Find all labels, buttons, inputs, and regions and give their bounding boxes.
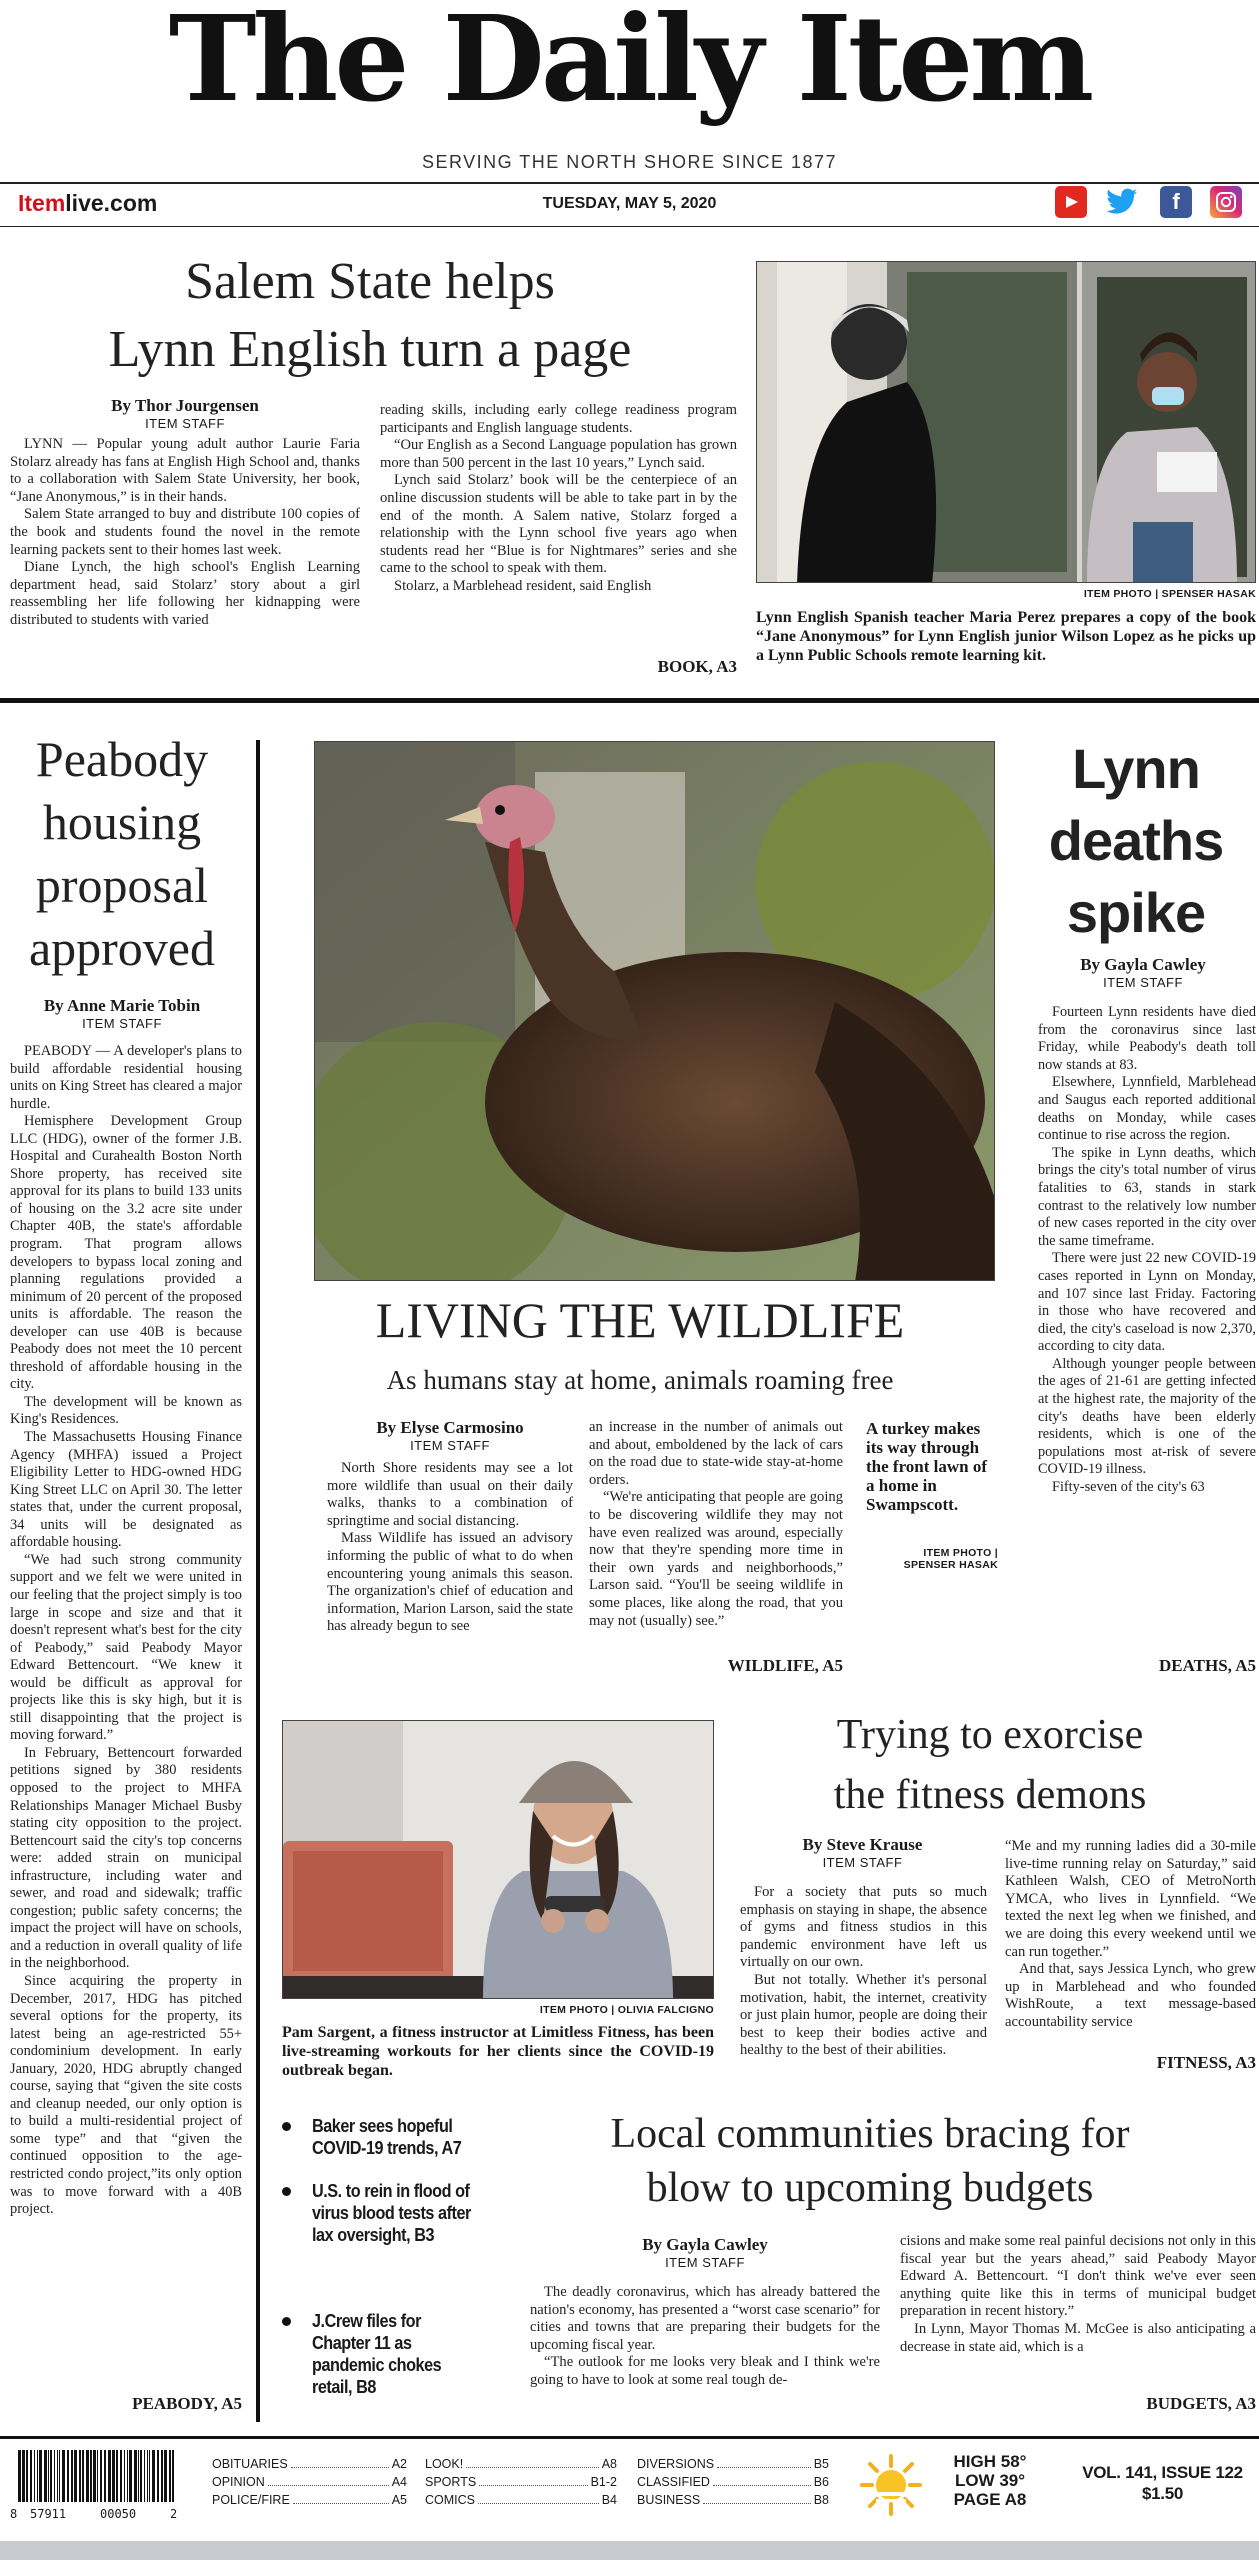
barcode-bar <box>22 2450 25 2502</box>
fitness-paragraph: For a society that puts so much emphasis on staying in shape, the absence of gyms and fitness studios in this pandemic environment have left us virtually on our own. <box>740 1884 987 1971</box>
barcode-bar <box>116 2450 118 2502</box>
issue-date: TUESDAY, MAY 5, 2020 <box>542 195 717 212</box>
wildlife-paragraph: North Shore residents may see a lot more wildlife than usual on their daily walks, thanks to a combination of springtime and social distancing. <box>327 1460 573 1529</box>
turkey-photo <box>314 741 995 1281</box>
index-page: A2 <box>391 2457 407 2471</box>
budgets-staff: ITEM STAFF <box>665 2255 745 2270</box>
price: $1.50 <box>1141 2484 1184 2503</box>
budgets-column-1 <box>530 2284 880 2390</box>
teasers-list <box>282 2115 482 2400</box>
wildlife-byline: By Elyse Carmosino <box>376 1418 524 1437</box>
teaser-item[interactable] <box>282 2180 482 2312</box>
salem-headline-line2: Lynn English turn a page <box>108 321 632 378</box>
barcode-bar <box>172 2450 174 2502</box>
weather-low: LOW 39° <box>954 2471 1026 2490</box>
fitness-paragraph: And that, says Jessica Lynch, who grew up in Marblehead and who founded WishRoute, a text message-based accountability service <box>1005 1961 1256 2030</box>
lynn-staff: ITEM STAFF <box>1103 975 1183 990</box>
volume-issue: VOL. 141, ISSUE 122 <box>1082 2463 1243 2482</box>
salem-headline <box>0 248 740 384</box>
barcode-bar <box>18 2450 21 2502</box>
barcode-digit: 00050 <box>100 2507 137 2521</box>
barcode-bar <box>86 2450 89 2502</box>
barcode-bar <box>144 2450 145 2502</box>
turkey-photo-credit <box>866 1547 998 1571</box>
weather-block <box>940 2452 1040 2509</box>
teaser-text: U.S. to rein in flood of virus blood tests after lax oversight, B3 <box>312 2181 471 2245</box>
weather-high: HIGH 58° <box>953 2452 1027 2471</box>
fitness-paragraph: “Me and my running ladies did a 30-mile live-time running relay on Saturday,” said Kathleen Walsh, CEO of MetroNorth YMCA, who lives in Lynnfield. “We texted the next leg when we finished, and we are doing this every weekend until we can run together.” <box>1005 1838 1256 1960</box>
peabody-paragraph: PEABODY — A developer's plans to build affordable residential housing units on King Street has cleared a major hurdle. <box>10 1043 242 1112</box>
masthead-tagline: SERVING THE NORTH SHORE SINCE 1877 <box>421 152 838 172</box>
barcode-bar <box>67 2450 69 2502</box>
turkey-caption: A turkey makes its way through the front lawn of a home in Swampscott. <box>866 1419 988 1514</box>
index-name: CLASSIFIED <box>637 2475 710 2489</box>
salem-column-1 <box>10 436 360 630</box>
weather-page: PAGE A8 <box>953 2490 1027 2509</box>
salem-photo <box>756 261 1256 583</box>
salem-paragraph: Salem State arranged to buy and distribute 100 copies of the book and students found the novel in the remote learning packets sent to their homes last week. <box>10 506 360 558</box>
index-entry[interactable] <box>425 2473 617 2491</box>
page-bottom-strip <box>0 2541 1259 2560</box>
fitness-photo <box>282 1720 714 1999</box>
teaser-item[interactable] <box>282 2310 482 2400</box>
salem-staff: ITEM STAFF <box>145 416 225 431</box>
salem-jump-link[interactable]: BOOK, A3 <box>657 657 737 676</box>
barcode-bar <box>169 2450 171 2502</box>
barcode-bar <box>50 2450 52 2502</box>
index-name: LOOK! <box>425 2457 464 2471</box>
wildlife-paragraph: an increase in the number of animals out and about, emboldened by the lack of cars on the road due to state-wide stay-at-home orders. <box>589 1419 843 1488</box>
index-entry[interactable] <box>637 2491 829 2509</box>
index-page: B8 <box>813 2493 829 2507</box>
peabody-byline-block <box>0 996 244 1031</box>
fitness-column-2 <box>1005 1838 1256 2032</box>
barcode-digit: 57911 <box>30 2507 67 2521</box>
budgets-byline-block <box>530 2235 880 2270</box>
peabody-paragraph: “We had such strong community support and we felt we were united in our feeling that the project simply is too large in scope and size and that it doesn't represent what's best for the city of Peabody,” said Peabody Mayor Edward Bettencourt. “We knew it would be difficult as approval for projects like this is sky high, but it is still disappointing that the project is moving forward.” <box>10 1551 242 1744</box>
barcode-bar <box>59 2450 60 2502</box>
salem-column-2 <box>380 402 737 596</box>
peabody-headline-line: housing <box>42 794 202 850</box>
turkey-photo-credit-line1: ITEM PHOTO | <box>923 1547 998 1559</box>
fitness-column-1 <box>740 1884 987 2060</box>
budgets-headline <box>520 2107 1220 2215</box>
barcode-bar <box>161 2450 163 2502</box>
budgets-byline: By Gayla Cawley <box>642 2235 768 2254</box>
fitness-byline: By Steve Krause <box>802 1835 923 1854</box>
wildlife-paragraph: “We're anticipating that people are going to be discovering wildlife they may not have even realized was around, especially now that they're spending more time in their own yards and neighborhoods,” Larson said. “You'll be seeing wildlife in some places, like along the road, that you may not (usually) see.” <box>589 1489 843 1629</box>
wildlife-byline-block <box>327 1418 573 1453</box>
facebook-icon[interactable]: f <box>1160 186 1192 218</box>
barcode-bar <box>157 2450 159 2502</box>
index-page: B6 <box>813 2475 829 2489</box>
peabody-headline-line: Peabody <box>35 731 209 787</box>
barcode-bar <box>152 2450 155 2502</box>
barcode-bar <box>44 2450 47 2502</box>
barcode-bar <box>134 2450 137 2502</box>
fitness-paragraph: But not totally. Whether it's personal motivation, habit, the internet, creativity or just plain humor, people are doing their best to keep their bodies active and healthy to the best of their abilities. <box>740 1971 987 2059</box>
index-column-1 <box>212 2455 407 2509</box>
wildlife-column-2 <box>589 1419 843 1630</box>
index-name: OPINION <box>212 2475 265 2489</box>
barcode-bar <box>74 2450 77 2502</box>
salem-paragraph: Diane Lynch, the high school's English Learning department head, said Stolarz’ story about a girl reassembling her life following her kidnapping were distributed to students with varied <box>10 559 360 628</box>
teaser-item[interactable] <box>282 2115 482 2170</box>
index-entry[interactable] <box>212 2473 407 2491</box>
barcode-digits <box>10 2507 180 2523</box>
barcode-bar <box>37 2450 38 2502</box>
peabody-headline-line: approved <box>28 920 216 976</box>
salem-paragraph: Lynch said Stolarz’ book will be the centerpiece of an online discussion students will be able to take part in by the end of the month. A Salem native, Stolarz forged a relationship with the Lynn school five years ago when students read her “Blue is for Nightmares” series and she came to the school to speak with them. <box>380 472 737 577</box>
masthead-rule-bottom <box>0 226 1259 227</box>
index-page: B1-2 <box>590 2475 617 2489</box>
barcode-digit: 2 <box>170 2507 178 2521</box>
lynn-paragraph: Although younger people between the ages of 21-61 are getting infected at the highest rate, the majority of the city's deaths have been elderly residents, which is one of the populations most at-risk of severe COVID-19 illness. <box>1038 1355 1256 1478</box>
index-name: BUSINESS <box>637 2493 701 2507</box>
index-entry[interactable] <box>425 2455 617 2473</box>
wildlife-jump-link[interactable]: WILDLIFE, A5 <box>727 1656 843 1675</box>
barcode-bar <box>62 2450 65 2502</box>
budgets-paragraph: The deadly coronavirus, which has already battered the nation's economy, has presented a “worst case scenario” for cities and towns that are preparing their budgets for the upcoming fiscal year. <box>530 2284 880 2353</box>
lynn-paragraph: There were just 22 new COVID-19 cases reported in Lynn on Monday, and 107 since last Friday. Factoring in those who have recovered and died, the city's caseload is now 2,370, according to city data. <box>1038 1250 1256 1355</box>
lynn-headline <box>1013 733 1259 949</box>
lynn-body <box>1038 1004 1256 1497</box>
fitness-byline-block <box>740 1835 985 1870</box>
salem-paragraph: Stolarz, a Marblehead resident, said English <box>394 577 652 594</box>
youtube-icon[interactable] <box>1055 186 1087 218</box>
teaser-text: Baker sees hopeful COVID-19 trends, A7 <box>312 2116 462 2158</box>
salem-byline-block <box>20 396 350 431</box>
barcode-digit: 8 <box>10 2507 18 2521</box>
peabody-paragraph: Since acquiring the property in December, 2017, HDG has pitched several options for the property, its latest being an age-restricted 55+ condominium development. In early January, 2020, HDG abruptly changed course, saying that “given the site costs and cleanup needed, our only option is to build a multi-residential project of some type” and that “given the continued opposition to the age-restricted condo project,”its only option was to move forward with a 40B project. <box>10 1972 242 2218</box>
barcode-bar <box>97 2450 98 2502</box>
barcode-bar <box>82 2450 84 2502</box>
lynn-headline-line: spike <box>1066 881 1206 944</box>
lynn-byline-block <box>1030 955 1256 990</box>
salem-photo-credit: ITEM PHOTO | SPENSER HASAK <box>1083 588 1256 600</box>
lynn-paragraph: Elsewhere, Lynnfield, Marblehead and Saugus each reported additional deaths on Monday, while cases continue to rise across the region. <box>1038 1074 1256 1144</box>
peabody-paragraph: The Massachusetts Housing Finance Agency (MHFA) issued a Project Eligibility Letter to HDG-owned HDG King Street LLC on April 30. The letter states that, under the current proposal, 34 units will be designated as affordable housing. <box>10 1429 242 1551</box>
index-page: B4 <box>601 2493 617 2507</box>
barcode-bar <box>124 2450 125 2502</box>
barcode-bar <box>90 2450 92 2502</box>
index-page: A5 <box>391 2493 407 2507</box>
wildlife-staff: ITEM STAFF <box>410 1438 490 1453</box>
barcode-bar <box>93 2450 96 2502</box>
barcode-bar <box>112 2450 115 2502</box>
index-entry[interactable] <box>212 2455 407 2473</box>
index-entry[interactable] <box>212 2491 407 2509</box>
fitness-headline <box>725 1705 1255 1825</box>
newspaper-title: The Daily Item <box>168 0 1091 128</box>
wildlife-subhead: As humans stay at home, animals roaming free <box>386 1365 894 1395</box>
barcode-bar <box>129 2450 132 2502</box>
teaser-text: J.Crew files for Chapter 11 as pandemic chokes retail, B8 <box>312 2311 442 2397</box>
lynn-paragraph: The spike in Lynn deaths, which brings the city's total number of virus fatalities to 63, stands in stark contrast to the relatively low number of new cases reported in the city over the same timeframe. <box>1038 1144 1256 1249</box>
barcode-bar <box>79 2450 81 2502</box>
lynn-paragraph: Fifty-seven of the city's 63 <box>1052 1479 1205 1496</box>
barcode-bar <box>48 2450 49 2502</box>
footer-rule <box>0 2436 1259 2439</box>
barcode-bar <box>54 2450 55 2502</box>
budgets-paragraph: “The outlook for me looks very bleak and I think we're going to have to look at some real tough de- <box>530 2354 880 2388</box>
index-column-2 <box>425 2455 617 2509</box>
instagram-icon[interactable] <box>1210 186 1242 218</box>
peabody-headline <box>0 728 244 980</box>
index-entry[interactable] <box>637 2473 829 2491</box>
index-name: OBITUARIES <box>212 2457 288 2471</box>
issue-info <box>1070 2462 1255 2504</box>
barcode-bar <box>147 2450 148 2502</box>
barcode-bar <box>149 2450 150 2502</box>
barcode-bar <box>104 2450 106 2502</box>
turkey-photo-credit-line2: SPENSER HASAK <box>903 1559 998 1571</box>
barcode-bar <box>26 2450 28 2502</box>
barcode-bar <box>138 2450 139 2502</box>
barcode-bar <box>108 2450 111 2502</box>
barcode-bar <box>100 2450 102 2502</box>
masthead-rule-top <box>0 182 1259 184</box>
barcode-bar <box>39 2450 42 2502</box>
barcode-bar <box>30 2450 32 2502</box>
fitness-photo-caption: Pam Sargent, a fitness instructor at Limitless Fitness, has been live-streaming workouts for her clients since the COVID-19 outbreak began. <box>282 2024 714 2079</box>
barcode-bar <box>71 2450 73 2502</box>
budgets-paragraph: In Lynn, Mayor Thomas M. McGee is also anticipating a decrease in state aid, which is a <box>900 2320 1256 2355</box>
lynn-jump-link[interactable]: DEATHS, A5 <box>1159 1656 1256 1675</box>
barcode-bar <box>164 2450 167 2502</box>
lynn-paragraph: Fourteen Lynn residents have died from the coronavirus since last Friday, while Peabody's death toll now stands at 83. <box>1038 1004 1256 1073</box>
index-name: POLICE/FIRE <box>212 2493 290 2507</box>
peabody-body <box>10 1043 242 2219</box>
peabody-jump-link[interactable]: PEABODY, A5 <box>132 2394 242 2413</box>
peabody-paragraph: Hemisphere Development Group LLC (HDG), owner of the former J.B. Hospital and Curahealth Boston North Shore property, has received site approval for its plans to build 133 units of housing on the 3.2 acre site under Chapter 40B, the state's affordable program. That program allows developers to bypass local zoning and planning regulations provided a minimum of 20 percent of the proposed units is affordable. The reason the developer can use 40B is because Peabody does not meet the 10 percent threshold of affordable housing in the city. <box>10 1113 242 1393</box>
index-entry[interactable] <box>425 2491 617 2509</box>
fitness-jump-link[interactable]: FITNESS, A3 <box>1156 2053 1256 2072</box>
salem-photo-caption: Lynn English Spanish teacher Maria Perez prepares a copy of the book “Jane Anonymous” for Lynn English junior Wilson Lopez as he picks up a Lynn Public Schools remote learning kit. <box>756 609 1256 664</box>
fitness-staff: ITEM STAFF <box>822 1855 903 1870</box>
bullet-icon <box>282 2122 291 2131</box>
salem-paragraph: LYNN — Popular young adult author Laurie Faria Stolarz already has fans at English High School and, thanks to a collaboration with Salem State University, her book, “Jane Anonymous,” is in their hands. <box>10 436 360 505</box>
peabody-byline: By Anne Marie Tobin <box>43 996 201 1015</box>
budgets-headline-line1: Local communities bracing for <box>610 2111 1130 2157</box>
peabody-staff: ITEM STAFF <box>82 1016 162 1031</box>
budgets-column-2 <box>900 2233 1256 2356</box>
wildlife-headline: LIVING THE WILDLIFE <box>375 1292 905 1348</box>
fitness-headline-line2: the fitness demons <box>833 1772 1147 1818</box>
peabody-headline-line: proposal <box>35 857 209 913</box>
lynn-headline-line: deaths <box>1048 809 1224 872</box>
twitter-icon[interactable] <box>1106 186 1138 218</box>
barcode-bar <box>34 2450 35 2502</box>
barcode-bar <box>120 2450 122 2502</box>
fitness-headline-line1: Trying to exorcise <box>836 1712 1144 1758</box>
wildlife-column-1 <box>327 1460 573 1636</box>
index-name: SPORTS <box>425 2475 477 2489</box>
index-page: B5 <box>813 2457 829 2471</box>
peabody-paragraph: The development will be known as King's Residences. <box>10 1393 242 1428</box>
lynn-byline: By Gayla Cawley <box>1080 955 1206 974</box>
budgets-headline-line2: blow to upcoming budgets <box>646 2165 1094 2211</box>
column-divider <box>256 740 260 2422</box>
lynn-headline-line: Lynn <box>1072 737 1200 800</box>
barcode-bar <box>57 2450 58 2502</box>
index-name: COMICS <box>425 2493 475 2507</box>
index-entry[interactable] <box>637 2455 829 2473</box>
section-rule <box>0 698 1259 703</box>
bullet-icon <box>282 2187 291 2196</box>
itemlive-domain: live.com <box>65 190 158 216</box>
barcode-bar <box>127 2450 128 2502</box>
budgets-jump-link[interactable]: BUDGETS, A3 <box>1146 2394 1256 2413</box>
index-page: A4 <box>391 2475 407 2489</box>
wildlife-paragraph: Mass Wildlife has issued an advisory informing the public of what to do when encountering young animals this season. The organization's chief of education and information, Marion Larson, said the state has already begun to see <box>327 1530 574 1635</box>
index-page: A8 <box>601 2457 617 2471</box>
index-name: DIVERSIONS <box>637 2457 715 2471</box>
barcode-bar <box>140 2450 142 2502</box>
budgets-paragraph: cisions and make some real painful decisions not only in this fiscal year but the years ahead,” said Peabody Mayor Edward A. Bettencourt. “I don't think we've ever seen anything quite like this in terms of municipal budget preparation in recent history.” <box>900 2233 1256 2320</box>
sun-icon <box>858 2452 924 2518</box>
barcode <box>10 2450 180 2520</box>
salem-paragraph: reading skills, including early college readiness program participants and English language students. <box>380 402 737 436</box>
salem-headline-line1: Salem State helps <box>185 253 555 310</box>
index-column-3 <box>637 2455 829 2509</box>
itemlive-item: Item <box>18 190 66 216</box>
peabody-paragraph: In February, Bettencourt forwarded petitions signed by 380 residents opposed to the project to MHFA Relationships Manager Michael Busby stating city opposition to the project. Bettencourt said the city's top concerns were: added strain on municipal infrastructure, including water and sewer, and road and sidewalk; traffic congestion; public safety concerns; the impact the project will have on schools, and a reduction in overall quality of life in the neighborhood. <box>10 1744 242 1972</box>
salem-paragraph: “Our English as a Second Language population has grown more than 500 percent in the last 10 years,” Lynch said. <box>380 437 737 471</box>
salem-byline: By Thor Jourgensen <box>111 396 259 415</box>
bullet-icon <box>282 2317 291 2326</box>
fitness-photo-credit: ITEM PHOTO | OLIVIA FALCIGNO <box>539 2004 714 2016</box>
